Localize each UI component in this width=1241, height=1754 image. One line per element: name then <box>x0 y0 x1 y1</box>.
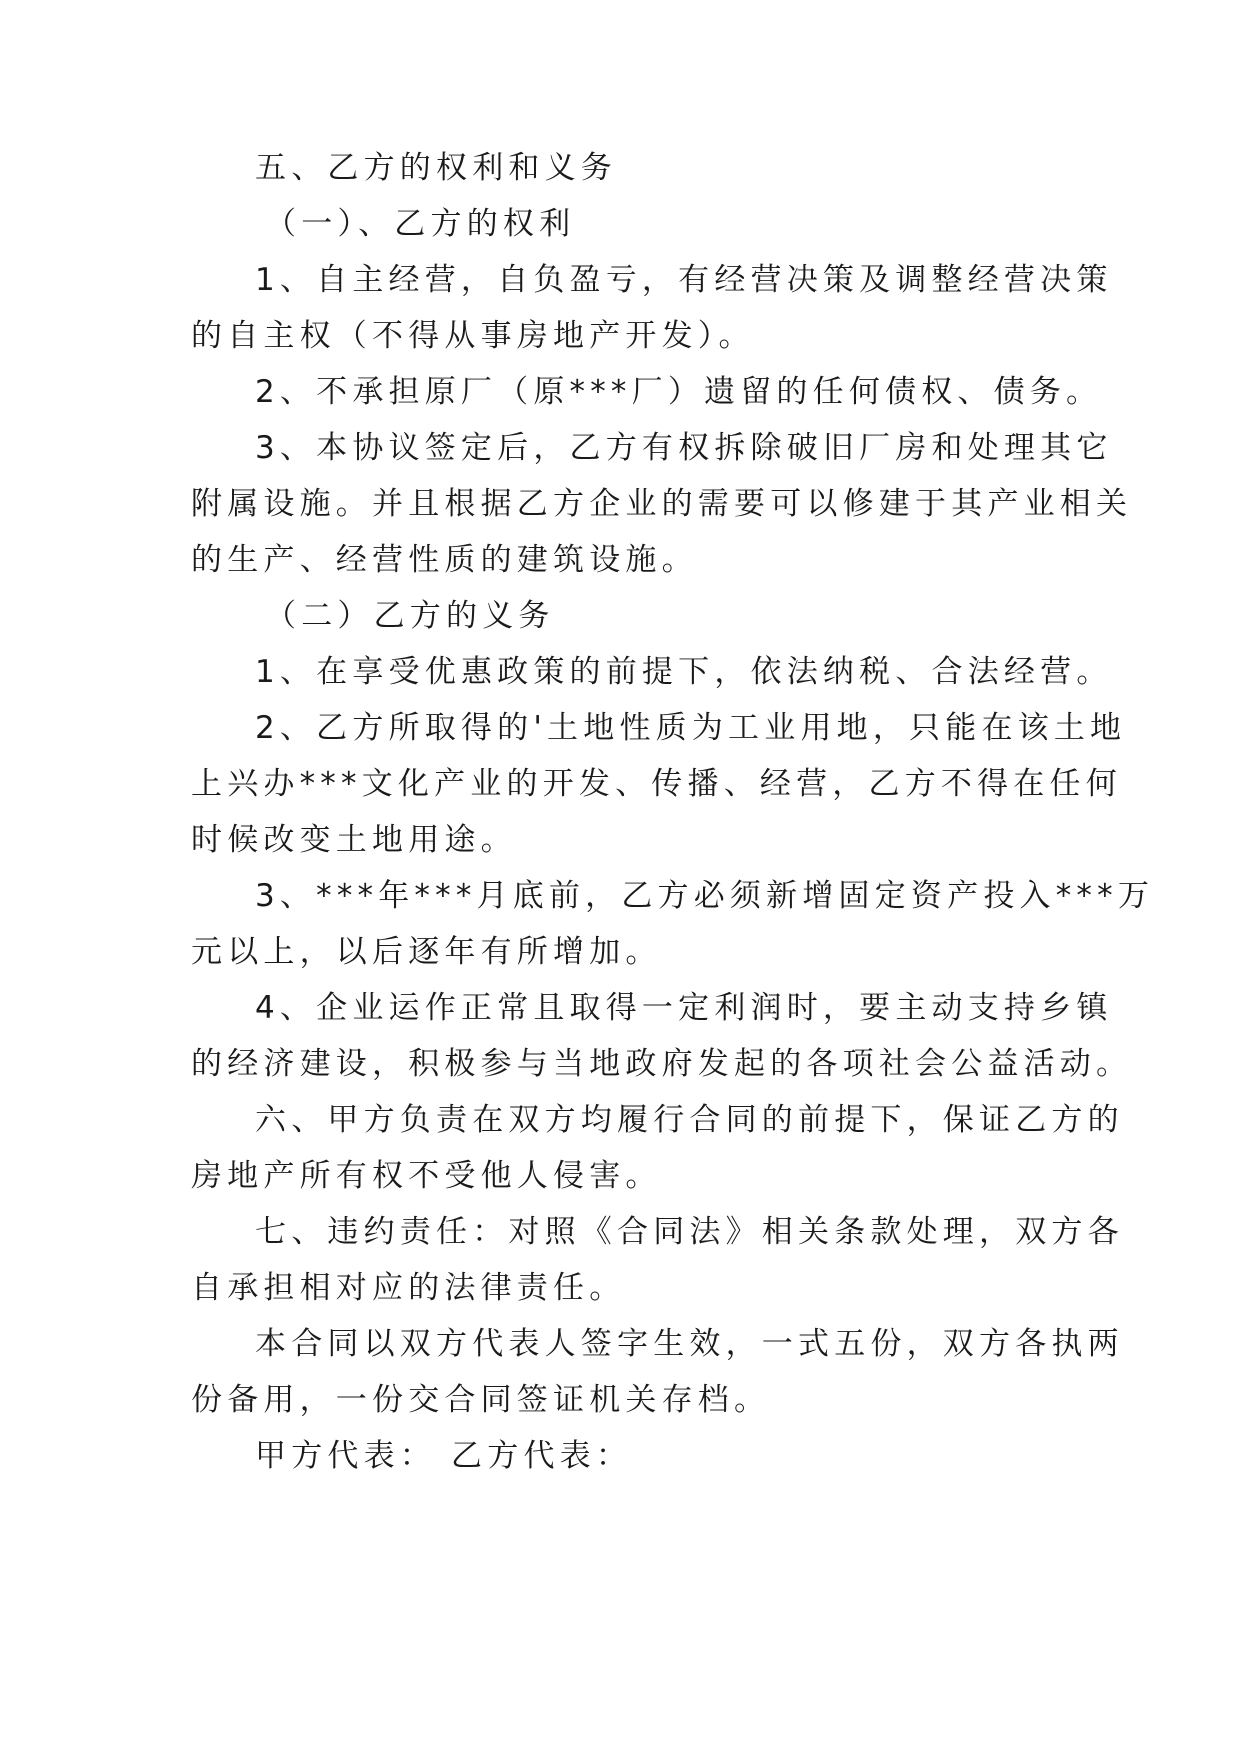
paragraph-line: 元以上，以后逐年有所增加。 <box>191 934 662 970</box>
paragraph-line: 2、乙方所取得的'土地性质为工业用地，只能在该土地 <box>255 710 1127 746</box>
paragraph-line: 的经济建设，积极参与当地政府发起的各项社会公益活动。 <box>191 1046 1133 1082</box>
paragraph-line: 份备用，一份交合同签证机关存档。 <box>191 1382 771 1418</box>
paragraph-line: 自承担相对应的法律责任。 <box>191 1270 626 1306</box>
paragraph-line: 时候改变土地用途。 <box>191 822 517 858</box>
paragraph-line: 4、企业运作正常且取得一定利润时，要主动支持乡镇 <box>255 990 1113 1026</box>
signature-line: 甲方代表： 乙方代表： <box>255 1438 633 1474</box>
section-six-line: 六、甲方负责在双方均履行合同的前提下，保证乙方的 <box>255 1102 1124 1138</box>
closing-clause-line: 本合同以双方代表人签字生效，一式五份，双方各执两 <box>255 1326 1124 1362</box>
paragraph-line: 附属设施。并且根据乙方企业的需要可以修建于其产业相关 <box>191 486 1133 522</box>
paragraph-line: 2、不承担原厂（原***厂）遗留的任何债权、债务。 <box>255 374 1103 410</box>
paragraph-line: 1、在享受优惠政策的前提下，依法纳税、合法经营。 <box>255 654 1113 690</box>
subsection-heading-obligations: （二）乙方的义务 <box>265 598 555 634</box>
paragraph-line: 3、***年***月底前，乙方必须新增固定资产投入***万 <box>255 878 1155 914</box>
paragraph-line: 房地产所有权不受他人侵害。 <box>191 1158 662 1194</box>
paragraph-line: 的自主权（不得从事房地产开发）。 <box>191 318 755 354</box>
subsection-heading-rights: （一）、乙方的权利 <box>265 206 576 242</box>
section-seven-line: 七、违约责任：对照《合同法》相关条款处理，双方各 <box>255 1214 1124 1250</box>
paragraph-line: 上兴办***文化产业的开发、传播、经营，乙方不得在任何 <box>191 766 1122 802</box>
section-heading-five: 五、乙方的权利和义务 <box>255 150 617 186</box>
paragraph-line: 3、本协议签定后，乙方有权拆除破旧厂房和处理其它 <box>255 430 1113 466</box>
paragraph-line: 1、自主经营，自负盈亏，有经营决策及调整经营决策 <box>255 262 1113 298</box>
paragraph-line: 的生产、经营性质的建筑设施。 <box>191 542 698 578</box>
